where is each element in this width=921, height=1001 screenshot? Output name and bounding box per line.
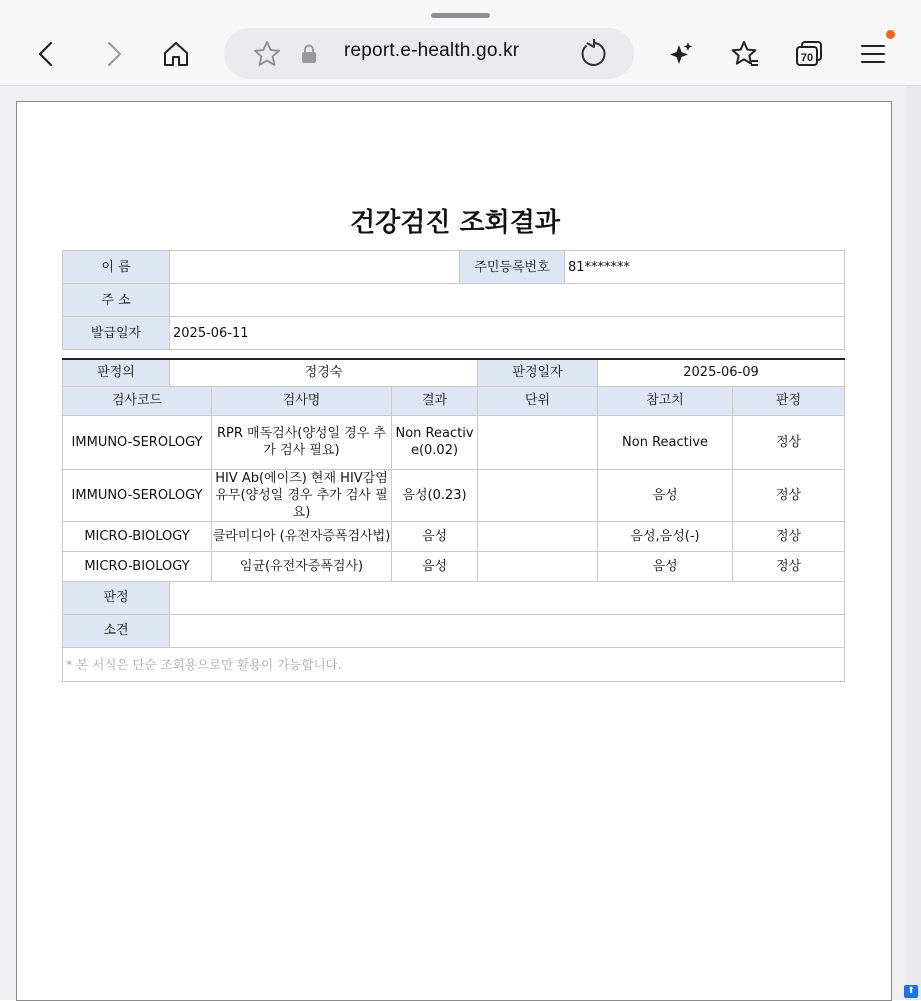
column-header: 결과: [392, 386, 478, 415]
home-icon: [161, 39, 191, 69]
judge-date-label: 판정일자: [478, 359, 598, 386]
browser-toolbar: [0, 0, 921, 86]
test-code: IMMUNO-SEROLOGY: [63, 469, 212, 521]
star-list-icon: [730, 39, 760, 69]
name-value: [170, 251, 460, 284]
issue-date-label: 발급일자: [63, 317, 170, 350]
chevron-left-icon: [32, 39, 62, 69]
opinion-label: 소견: [63, 614, 170, 647]
test-result: Non Reactive(0.02): [392, 415, 478, 469]
test-name: HIV Ab(에이즈) 현재 HIV감염 유무(양성일 경우 추가 검사 필요): [212, 469, 392, 521]
test-name: RPR 매독검사(양성일 경우 추가 검사 필요): [212, 415, 392, 469]
table-row: [63, 415, 845, 469]
doctor-value: 정경숙: [170, 359, 478, 386]
test-reference: 음성: [598, 469, 733, 521]
opinion-value: [170, 614, 845, 647]
personal-info-table: [62, 250, 845, 350]
column-header: 판정: [733, 386, 845, 415]
rrn-value: 81*******: [565, 251, 845, 284]
test-judgement: 정상: [733, 551, 845, 581]
test-code: MICRO-BIOLOGY: [63, 551, 212, 581]
address-bar[interactable]: [224, 28, 634, 79]
address-value: [170, 284, 845, 317]
sparkle-icon: [666, 39, 696, 69]
test-judgement: 정상: [733, 521, 845, 551]
test-judgement: 정상: [733, 415, 845, 469]
verdict-value: [170, 581, 845, 614]
scroll-track[interactable]: [906, 86, 921, 1000]
doctor-label: 판정의: [63, 359, 170, 386]
notification-dot: [886, 30, 895, 39]
home-button[interactable]: [154, 32, 198, 76]
test-judgement: 정상: [733, 469, 845, 521]
test-code: MICRO-BIOLOGY: [63, 521, 212, 551]
ai-assistant-button[interactable]: [659, 32, 703, 76]
test-name: 클라미디아 (유전자증폭검사법): [212, 521, 392, 551]
hamburger-menu-icon: [858, 39, 888, 69]
test-result: 음성: [392, 551, 478, 581]
page-viewport[interactable]: [0, 86, 921, 1000]
url-text[interactable]: report.e-health.go.kr: [344, 40, 520, 61]
address-label: 주 소: [63, 284, 170, 317]
usage-note: * 본 서식은 단순 조회용으로만 활용이 가능합니다.: [63, 647, 845, 681]
test-unit: [478, 521, 598, 551]
test-reference: 음성,음성(-): [598, 521, 733, 551]
issue-date-value: 2025-06-11: [170, 317, 845, 350]
test-result: 음성(0.23): [392, 469, 478, 521]
test-unit: [478, 551, 598, 581]
column-header: 단위: [478, 386, 598, 415]
table-row: [63, 551, 845, 581]
tabs-button[interactable]: [787, 32, 831, 76]
forward-button[interactable]: [91, 32, 135, 76]
test-code: IMMUNO-SEROLOGY: [63, 415, 212, 469]
reload-icon[interactable]: [576, 38, 608, 70]
back-button[interactable]: [25, 32, 69, 76]
test-unit: [478, 469, 598, 521]
report-page: [16, 101, 892, 1001]
lock-icon: [300, 44, 318, 64]
page-title: 건강검진 조회결과: [350, 208, 560, 238]
test-result: 음성: [392, 521, 478, 551]
test-reference: 음성: [598, 551, 733, 581]
tab-count: 70: [800, 52, 814, 64]
column-header: 검사명: [212, 386, 392, 415]
table-row: [63, 521, 845, 551]
scroll-indicator-icon[interactable]: ⬆: [904, 985, 918, 998]
test-reference: Non Reactive: [598, 415, 733, 469]
name-label: 이 름: [63, 251, 170, 284]
column-header: 참고치: [598, 386, 733, 415]
judge-date-value: 2025-06-09: [598, 359, 845, 386]
table-row: [63, 469, 845, 521]
sheet-grabber[interactable]: [431, 13, 490, 18]
verdict-label: 판정: [63, 581, 170, 614]
column-header: 검사코드: [63, 386, 212, 415]
rrn-label: 주민등록번호: [460, 251, 565, 284]
results-table: [62, 358, 845, 682]
tabs-icon: [794, 39, 824, 69]
chevron-right-icon: [98, 39, 128, 69]
test-name: 임균(유전자증폭검사): [212, 551, 392, 581]
bookmarks-button[interactable]: [723, 32, 767, 76]
test-unit: [478, 415, 598, 469]
bookmark-star-icon[interactable]: [252, 39, 282, 69]
